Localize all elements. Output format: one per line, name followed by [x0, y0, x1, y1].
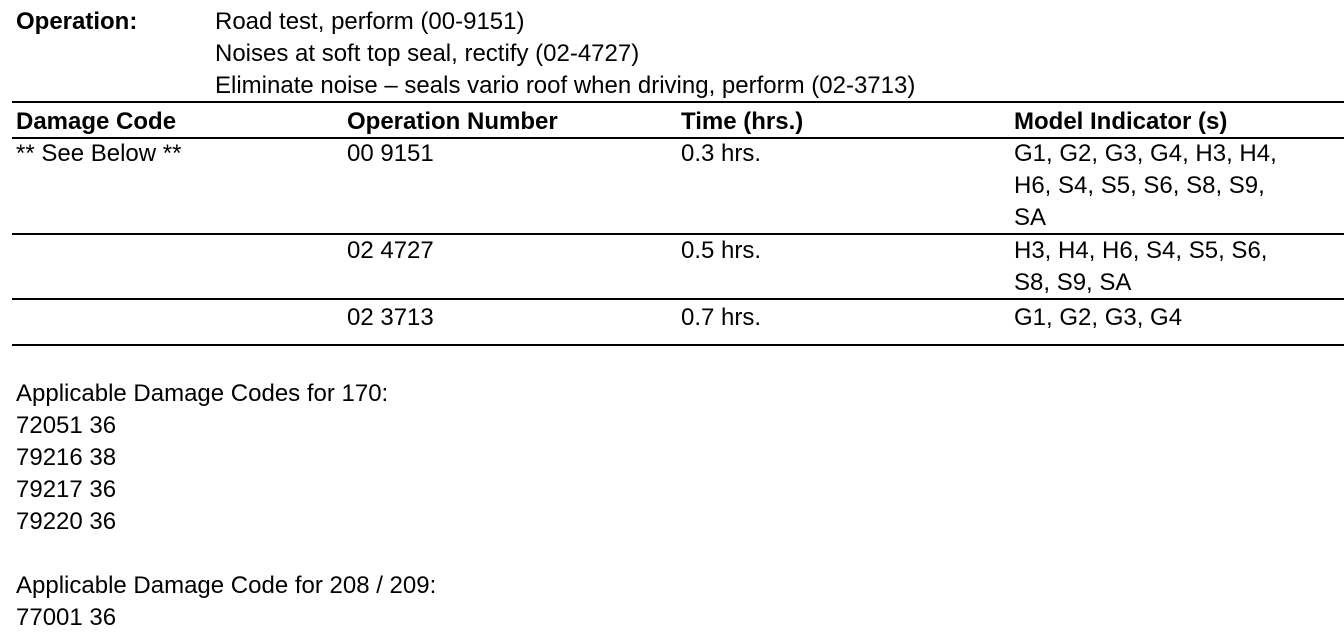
operation-number-cell: 02 4727: [347, 237, 434, 264]
operation-lines: [215, 6, 915, 102]
table-top-rule: [12, 101, 1344, 103]
time-cell: 0.5 hrs.: [681, 237, 762, 264]
operation-line: Eliminate noise – seals vario roof when driving, perform (02-3713): [215, 72, 916, 99]
operation-label: Operation:: [16, 8, 138, 35]
damage-code-item: 79220 36: [16, 508, 117, 535]
model-indicator-cell: G1, G2, G3, G4: [1014, 304, 1183, 331]
notes-title-170: Applicable Damage Codes for 170:: [16, 380, 389, 407]
operation-line: Noises at soft top seal, rectify (02-4727): [215, 40, 640, 67]
damage-code-item: 79216 38: [16, 444, 117, 471]
time-cell: 0.3 hrs.: [681, 140, 762, 167]
damage-code-item: 79217 36: [16, 476, 117, 503]
row-rule: [12, 298, 1344, 300]
damage-code-notes: [16, 378, 436, 634]
header-damage-code: Damage Code: [16, 108, 177, 135]
time-cell: 0.7 hrs.: [681, 304, 762, 331]
model-indicator-cell: H3, H4, H6, S4, S5, S6, S8, S9, SA: [1014, 237, 1268, 296]
header-model-indicator: Model Indicator (s): [1014, 108, 1228, 135]
header-operation-number: Operation Number: [347, 108, 558, 135]
operation-number-cell: 02 3713: [347, 304, 434, 331]
operation-line: Road test, perform (00-9151): [215, 8, 525, 35]
header-time: Time (hrs.): [681, 108, 804, 135]
operation-number-cell: 00 9151: [347, 140, 434, 167]
damage-code-item: 72051 36: [16, 412, 117, 439]
table-bottom-rule: [12, 344, 1344, 346]
damage-code-cell: ** See Below **: [16, 140, 182, 167]
notes-title-208-209: Applicable Damage Code for 208 / 209:: [16, 572, 437, 599]
model-indicator-cell: G1, G2, G3, G4, H3, H4, H6, S4, S5, S6, S8, S9, SA: [1014, 140, 1277, 231]
damage-code-item: 77001 36: [16, 604, 117, 631]
